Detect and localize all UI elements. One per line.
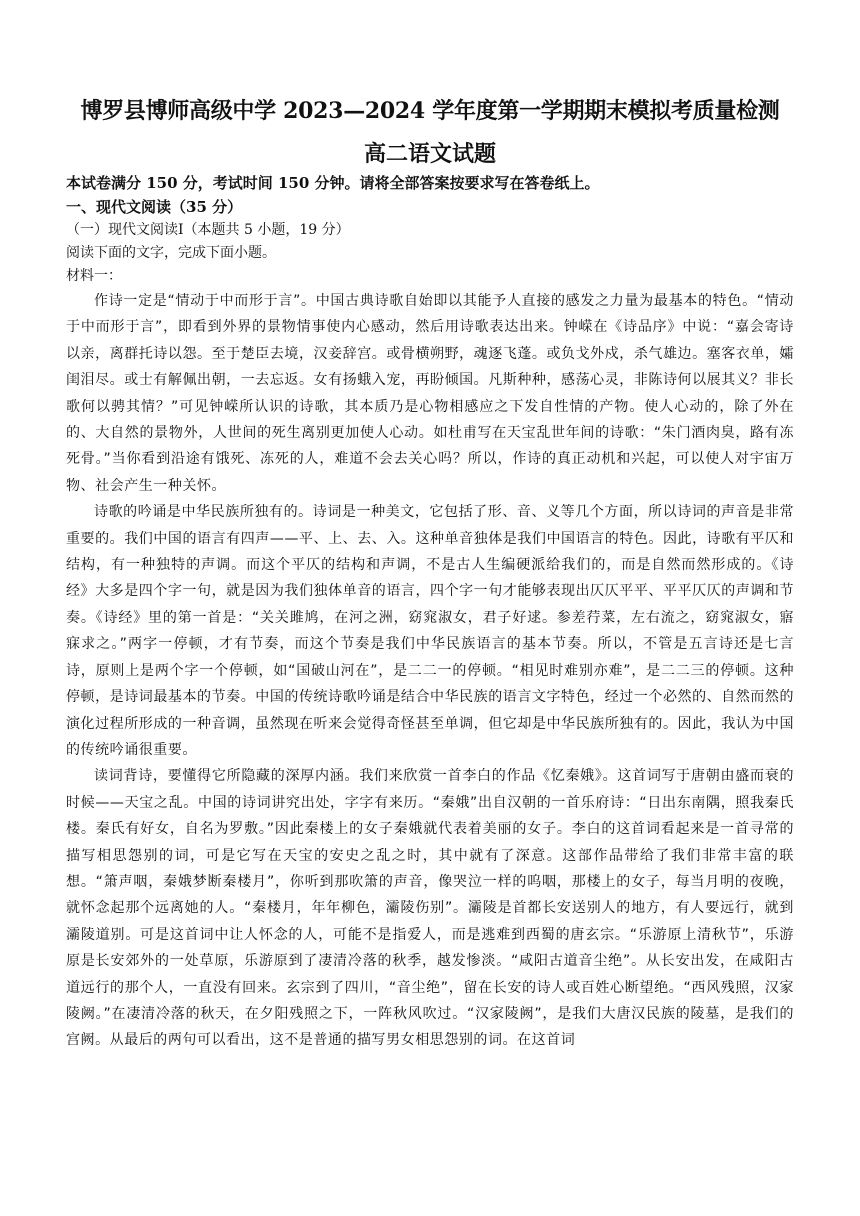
material-label: 材料一： xyxy=(66,268,122,284)
exam-title: 博罗县博师高级中学 2023—2024 学年度第一学期期末模拟考质量检测 xyxy=(80,98,780,124)
section-subheading: （一）现代文阅读Ⅰ（本题共 5 小题，19 分） xyxy=(66,222,350,238)
exam-note: 本试卷满分 150 分，考试时间 150 分钟。请将全部答案按要求写在答卷纸上。 xyxy=(66,174,600,192)
paragraph-2: 诗歌的吟诵是中华民族所独有的。诗词是一种美文，它包括了形、音、义等几个方面，所以诗词的声音是非常重要的。我们中国的语言有四声——平、上、去、入。这种单音独体是我们中国语言的特色。因此，诗歌有平仄和结构，有一种独特的声调。而这个平仄的结构和声调，不是古人生编硬派给我们的，而是自然而然形成的。《诗经》大多是四个字一句，就是因为我们独体单音的语言，四个字一句才能够表现出仄仄平平、平平仄仄的声调和节奏。《诗经》里的第一首是：“关关雎鸠，在河之洲，窈窕淑女，君子好逑。参差荇菜，左右流之，窈窕淑女，寤寐求之。”两字一停顿，才有节奏，而这个节奏是我们中华民族语言的基本节奏。所以，不管是五言诗还是七言诗，原则上是两个字一个停顿，如“国破山河在”，是二二一的停顿。“相见时难别亦难”，是二二三的停顿。这种停顿，是诗词最基本的节奏。中国的传统诗歌吟诵是结合中华民族的语言文字特色，经过一个必然的、自然而然的演化过程所形成的一种音调，虽然现在听来会觉得奇怪甚至单调，但它却是中华民族所独有的。因此，我认为中国的传统吟诵很重要。 xyxy=(66,504,794,758)
document-page xyxy=(66,96,794,1054)
section-heading: 一、现代文阅读（35 分） xyxy=(66,198,243,216)
reading-instruction: 阅读下面的文字，完成下面小题。 xyxy=(66,245,276,261)
paragraph-1: 作诗一定是“情动于中而形于言”。中国古典诗歌自始即以其能予人直接的感发之力量为最基本的特色。“情动于中而形于言”，即看到外界的景物情事使内心感动，然后用诗歌表达出来。钟嵘在《诗品序》中说：“嘉会寄诗以亲，离群托诗以怨。至于楚臣去境，汉妾辞宫。或骨横朔野，魂逐飞蓬。或负戈外戍，杀气雄边。塞客衣单，孀闺泪尽。或士有解佩出朝，一去忘返。女有扬蛾入宠，再盼倾国。凡斯种种，感荡心灵，非陈诗何以展其义？非长歌何以骋其情？”可见钟嵘所认识的诗歌，其本质乃是心物相感应之下发自性情的产物。使人心动的，除了外在的、大自然的景物外，人世间的死生离别更加使人心动。如杜甫写在天宝乱世年间的诗歌：“朱门酒肉臭，路有冻死骨。”当你看到沿途有饿死、冻死的人，难道不会去关心吗？所以，作诗的真正动机和兴起，可以使人对宇宙万物、社会产生一种关怀。 xyxy=(66,293,794,494)
paragraph-3: 读词背诗，要懂得它所隐藏的深厚内涵。我们来欣赏一首李白的作品《忆秦娥》。这首词写于唐朝由盛而衰的时候——天宝之乱。中国的诗词讲究出处，字字有来历。“秦娥”出自汉朝的一首乐府诗：“日出东南隅，照我秦氏楼。秦氏有好女，自名为罗敷。”因此秦楼上的女子秦娥就代表着美丽的女子。李白的这首词看起来是一首寻常的描写相思怨别的词，可是它写在天宝的安史之乱之时，其中就有了深意。这部作品带给了我们非常丰富的联想。“箫声咽，秦娥梦断秦楼月”，你听到那吹箫的声音，像哭泣一样的呜咽，那楼上的女子，每当月明的夜晚，就怀念起那个远离她的人。“秦楼月，年年柳色，灞陵伤别”。灞陵是首都长安送别人的地方，有人要远行，就到灞陵道别。可是这首词中让人怀念的人，可能不是指爱人，而是逃难到西蜀的唐玄宗。“乐游原上清秋节”，乐游原是长安郊外的一处草原，乐游原到了凄清冷落的秋季，越发惨淡。“咸阳古道音尘绝”。从长安出发，在咸阳古道远行的那个人，一直没有回来。玄宗到了四川，“音尘绝”，留在长安的诗人或百姓心断望绝。“西风残照，汉家陵阙。”在凄清冷落的秋天，在夕阳残照之下，一阵秋风吹过。“汉家陵阙”，是我们大唐汉民族的陵墓，是我们的宫阙。从最后的两句可以看出，这不是普通的描写男女相思怨别的词。在这首词 xyxy=(66,768,794,1049)
exam-subtitle: 高二语文试题 xyxy=(363,141,496,167)
